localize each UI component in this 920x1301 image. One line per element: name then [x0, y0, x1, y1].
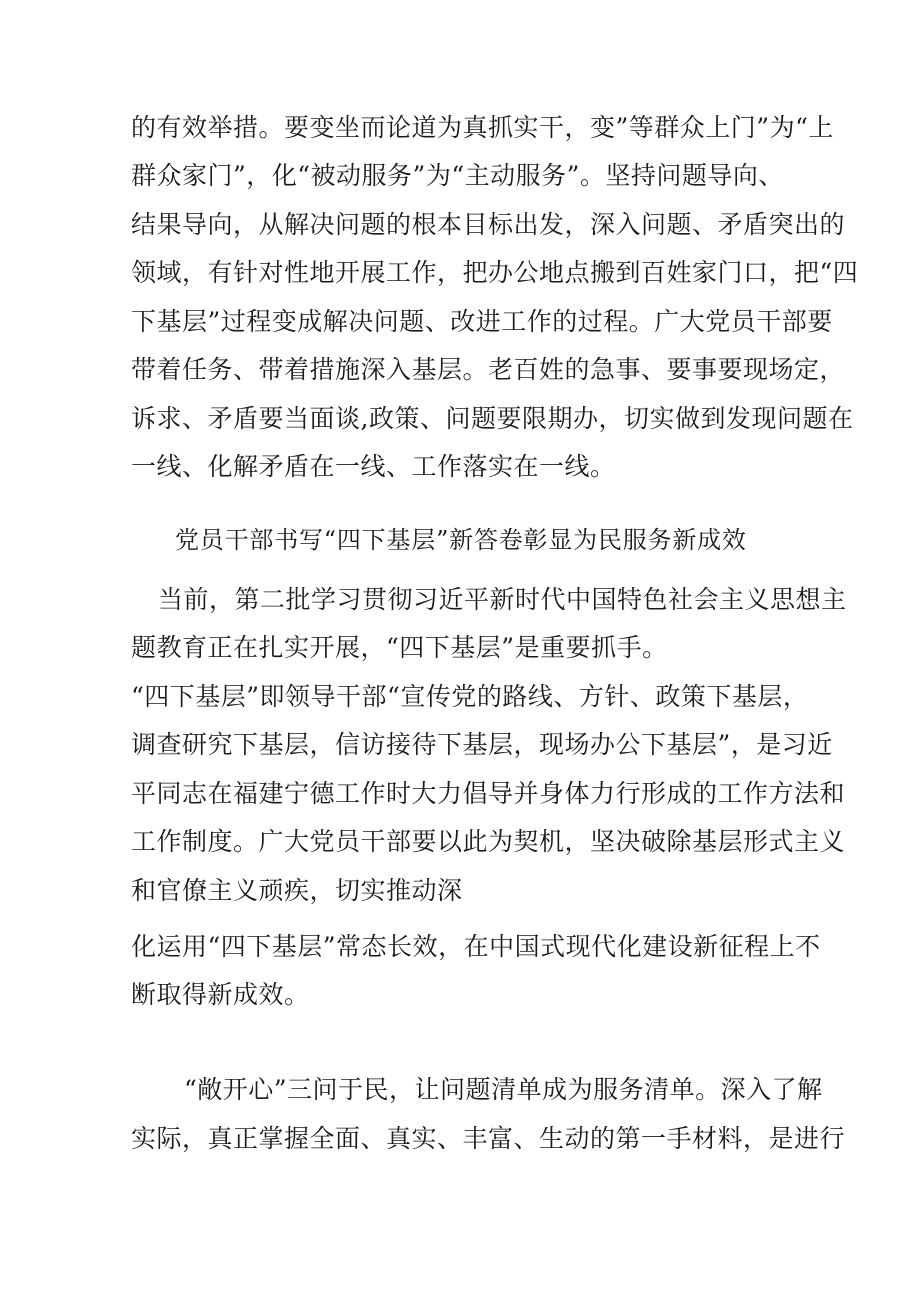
- section-heading: 党员干部书写“四下基层”新答卷彰显为民服务新成效: [175, 526, 747, 554]
- text-line: 下基层”过程变成解决问题、改进工作的过程。广大党员干部要: [131, 307, 833, 336]
- text-line: 化运用“四下基层”常态长效，在中国式现代化建设新征程上不: [131, 932, 821, 961]
- text-line: 题教育正在扎实开展，“四下基层”是重要抓手。: [131, 633, 668, 662]
- text-line: 群众家门”，化“被动服务”为“主动服务”。坚持问题导向、: [131, 161, 784, 190]
- text-line: 的有效举措。要变坐而论道为真抓实干，变”等群众上门”为“上: [131, 113, 834, 142]
- text-line: 断取得新成效。: [131, 980, 310, 1009]
- text-line: 调查研究下基层，信访接待下基层，现场办公下基层”，是习近: [131, 730, 833, 759]
- text-line: 带着任务、带着措施深入基层。老百姓的急事、要事要现场定，: [131, 355, 846, 384]
- text-line: 当前，第二批学习贯彻习近平新时代中国特色社会主义思想主: [158, 585, 847, 614]
- text-line: 实际，真正掌握全面、真实、丰富、生动的第一手材料，是进行: [131, 1124, 846, 1153]
- text-line: “四下基层”即领导干部“宣传党的路线、方针、政策下基层，: [131, 682, 809, 711]
- text-line: 领域，有针对性地开展工作，把办公地点搬到百姓家门口，把“四: [131, 258, 859, 287]
- text-line: 工作制度。广大党员干部要以此为契机，坚决破除基层形式主义: [131, 827, 846, 856]
- text-line: “敞开心”三问于民，让问题清单成为服务清单。深入了解: [184, 1075, 823, 1104]
- text-line: 结果导向，从解决问题的根本目标出发，深入问题、矛盾突出的: [131, 210, 846, 239]
- text-line: 平同志在福建宁德工作时大力倡导并身体力行形成的工作方法和: [131, 779, 846, 808]
- text-line: 诉求、矛盾要当面谈,政策、问题要限期办，切实做到发现问题在: [131, 404, 854, 433]
- text-line: 和官僚主义顽疾，切实推动深: [131, 876, 463, 905]
- text-line: 一线、化解矛盾在一线、工作落实在一线。: [131, 452, 616, 481]
